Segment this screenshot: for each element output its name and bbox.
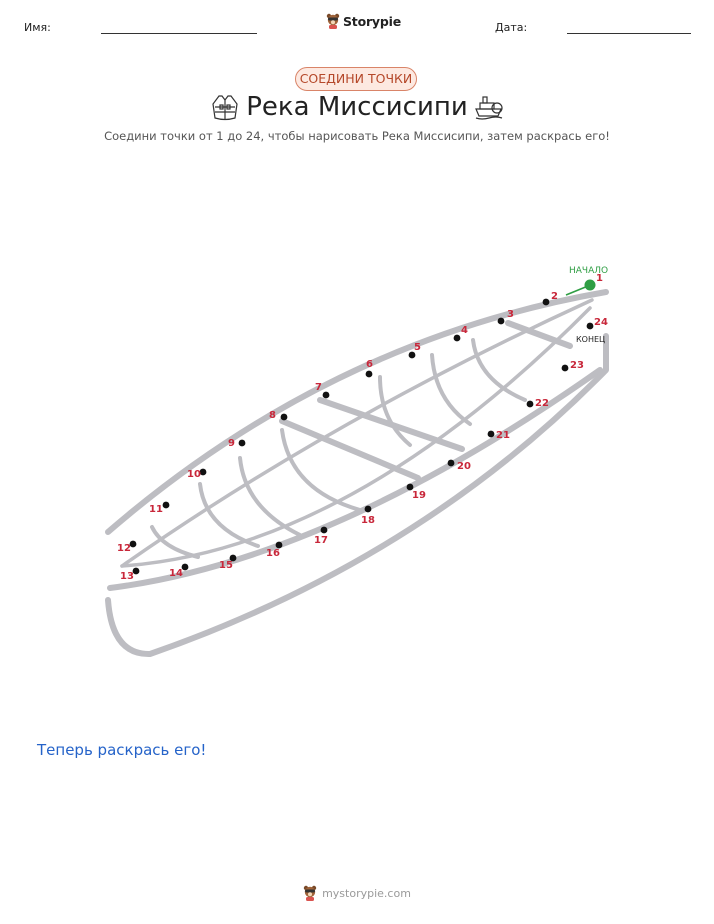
canoe-gunwale-outer: [122, 308, 590, 566]
brand-name: Storypie: [343, 13, 401, 29]
dot-number-15: 15: [219, 560, 233, 571]
dot-3[interactable]: [498, 318, 505, 325]
dot-number-10: 10: [187, 469, 201, 480]
bear-footer-icon: [303, 885, 317, 901]
dot-number-3: 3: [507, 309, 514, 320]
dot-number-24: 24: [594, 317, 608, 328]
dot-4[interactable]: [454, 335, 461, 342]
activity-badge: СОЕДИНИ ТОЧКИ: [295, 67, 417, 91]
dot-number-22: 22: [535, 398, 549, 409]
dot-18[interactable]: [365, 506, 372, 513]
instructions: Соедини точки от 1 до 24, чтобы нарисовать Река Миссисипи, затем раскрась его!: [104, 129, 610, 143]
dot-7[interactable]: [323, 392, 330, 399]
dot-number-20: 20: [457, 461, 471, 472]
dot-11[interactable]: [163, 502, 170, 509]
footer-url[interactable]: mystorypie.com: [322, 886, 411, 900]
dot-number-1: 1: [596, 273, 603, 284]
dot-24[interactable]: [587, 323, 594, 330]
dot-23[interactable]: [562, 365, 569, 372]
dot-number-13: 13: [120, 571, 134, 582]
canoe-drawing: [108, 292, 606, 654]
dot-number-17: 17: [314, 535, 328, 546]
canoe-gunwale-inner: [122, 300, 592, 566]
dot-number-7: 7: [315, 382, 322, 393]
dot-number-4: 4: [461, 325, 468, 336]
dot-9[interactable]: [239, 440, 246, 447]
end-label: КОНЕЦ: [576, 335, 606, 344]
dot-number-21: 21: [496, 430, 510, 441]
dot-21[interactable]: [488, 431, 495, 438]
dot-number-11: 11: [149, 504, 163, 515]
dot-6[interactable]: [366, 371, 373, 378]
dot-number-19: 19: [412, 490, 426, 501]
date-label: Дата:: [495, 21, 528, 34]
canoe-hull: [110, 370, 600, 588]
dot-20[interactable]: [448, 460, 455, 467]
dot-number-8: 8: [269, 410, 276, 421]
name-label: Имя:: [24, 21, 51, 34]
dot-number-9: 9: [228, 438, 235, 449]
canoe-keel: [108, 336, 606, 654]
dot-number-23: 23: [570, 360, 584, 371]
dot-number-16: 16: [266, 548, 280, 559]
dot-17[interactable]: [321, 527, 328, 534]
page-title: Река Миссисипи: [246, 92, 468, 122]
dot-number-14: 14: [169, 568, 183, 579]
footer: [0, 885, 714, 901]
start-label: НАЧАЛО: [569, 266, 609, 276]
dot-22[interactable]: [527, 401, 534, 408]
dots-layer: [117, 273, 608, 582]
color-prompt: Теперь раскрась его!: [37, 741, 207, 759]
dot-8[interactable]: [281, 414, 288, 421]
start-dot[interactable]: [585, 280, 596, 291]
dot-number-6: 6: [366, 359, 373, 370]
dot-number-2: 2: [551, 291, 558, 302]
dot-number-5: 5: [414, 342, 421, 353]
dot-number-18: 18: [361, 515, 375, 526]
dot-number-12: 12: [117, 543, 131, 554]
dot-2[interactable]: [543, 299, 550, 306]
